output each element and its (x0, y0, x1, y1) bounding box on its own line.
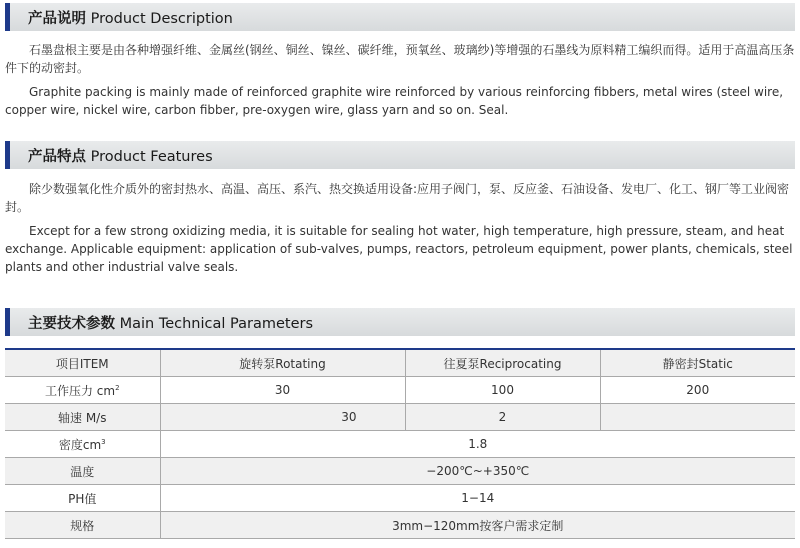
temperature-label: 温度 (5, 458, 160, 485)
pressure-label: 工作压力 $cm^2$ (5, 377, 160, 404)
features-text-en: Except for a few strong oxidizing media, it is suitable for sealing hot water, high temperature, high pressure, steam, and heat exchange. Applicable equipment: application of sub-valves, pumps, reactors, petroleum equipment, power plants, chemicals, steel plants and other industrial valve seals. (5, 224, 793, 274)
speed-reciprocating: 2 (405, 404, 600, 431)
ph-value: 1−14 (160, 485, 795, 512)
density-value: 1.8 (160, 431, 795, 458)
ph-label: PH值 (5, 485, 160, 512)
parameters-title: 主要技术参数 Main Technical Parameters (28, 315, 314, 332)
speed-rotating: 30 (160, 404, 405, 431)
pressure-static: 200 (600, 377, 795, 404)
pressure-reciprocating: 100 (405, 377, 600, 404)
table-row-spec (5, 512, 795, 539)
header-rotating: 旋转泵Rotating (160, 349, 405, 377)
spec-value: 3mm−120mm按客户需求定制 (160, 512, 795, 539)
table-header-row (5, 349, 795, 377)
table-row-ph (5, 485, 795, 512)
spec-label: 规格 (5, 512, 160, 539)
features-title: 产品特点 Product Features (28, 148, 213, 165)
header-reciprocating: 往夏泵Reciprocating (405, 349, 600, 377)
table-row-speed (5, 404, 795, 431)
description-title: 产品说明 Product Description (28, 10, 233, 27)
density-label: 密度$cm^3$ (5, 431, 160, 458)
table-row-pressure (5, 377, 795, 404)
description-header (5, 3, 795, 31)
header-accent (5, 3, 10, 31)
speed-label: 轴速 M/s (5, 404, 160, 431)
temperature-value: −200℃~+350℃ (160, 458, 795, 485)
table-row-temperature (5, 458, 795, 485)
table-row-density (5, 431, 795, 458)
description-text-zh: 石墨盘根主要是由各种增强纤维、金属丝(钢丝、铜丝、镍丝、碳纤维，预氧丝、玻璃纱)等增强的石墨线为原料精工编织而得。适用于高温高压条件下的动密封。 (5, 43, 795, 75)
parameters-header (5, 308, 795, 336)
description-text-en: Graphite packing is mainly made of reinforced graphite wire reinforced by various reinforcing fibbers, metal wires (steel wire, copper wire, nickel wire, carbon fibber, pre-oxygen wire, glass yarn and so on. Seal. (5, 85, 784, 117)
features-header (5, 141, 795, 169)
speed-static (600, 404, 795, 431)
header-item: 项目ITEM (5, 349, 160, 377)
features-text-zh: 除少数强氧化性介质外的密封热水、高温、高压、系汽、热交换适用设备:应用子阀门，泵、反应釜、石油设备、发电厂、化工、钢厂等工业阀密封。 (5, 182, 790, 214)
parameters-table (5, 348, 795, 539)
header-accent (5, 308, 10, 336)
pressure-rotating: 30 (160, 377, 405, 404)
header-accent (5, 141, 10, 169)
header-static: 静密封Static (600, 349, 795, 377)
